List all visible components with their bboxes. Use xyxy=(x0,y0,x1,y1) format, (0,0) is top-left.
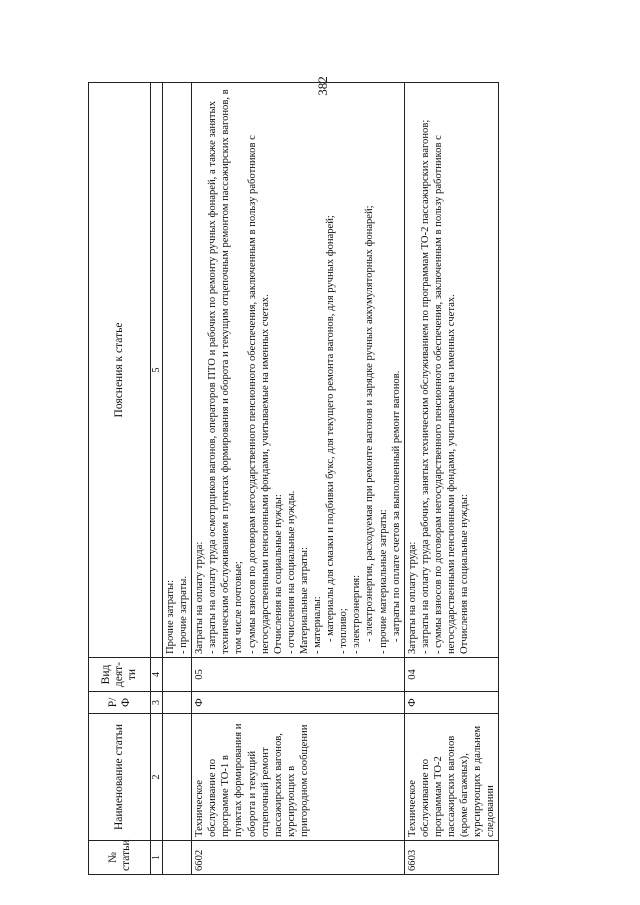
explanation-line: - затраты на оплату труда осмотрщиков вагонов, операторов ПТО и рабочих по ремонту ручных фонарей, а также занятых техническим обслуживанием в пунктах формирования и оборота и текущим отцепочным ремонтом пассажирских вагонов, в том числе почтовые; xyxy=(207,89,245,654)
cost-items-table xyxy=(88,82,499,875)
table-row xyxy=(163,83,192,875)
header-item-number: № статьи xyxy=(89,841,151,875)
item-activity: 05 xyxy=(192,658,405,692)
header-item-name: Наименование статьи xyxy=(89,714,151,841)
explanation-line: Прочие затраты: xyxy=(165,579,176,654)
explanation-line: - прочие затраты. xyxy=(178,575,190,654)
header-explanation: Пояснения к статье xyxy=(89,83,151,658)
table-rotation xyxy=(88,82,624,875)
explanation-line: - материалы: xyxy=(312,596,324,654)
item-name: Техническое обслуживание по программе ТО-1 в пунктах формирования и оборота и текущий отцепочный ремонт пассажирских вагонов, курсирующих в пригородном сообщении xyxy=(192,714,405,841)
item-rf: Ф xyxy=(404,692,499,714)
column-number: 3 xyxy=(151,692,163,714)
item-rf: Ф xyxy=(192,692,405,714)
explanation-line: - топливо; xyxy=(338,608,350,654)
column-number-row xyxy=(151,83,163,875)
explanation-line: - отчисления на социальные нужды. xyxy=(285,490,297,654)
explanation-line: Отчисления на социальные нужды: xyxy=(272,494,284,654)
table-row xyxy=(404,83,499,875)
item-number: 6603 xyxy=(404,841,499,875)
explanation-line: - прочие материальные затраты: xyxy=(377,509,389,654)
explanation-line: - затраты на оплату труда рабочих, занятых техническим обслуживанием по программам ТО-2 пассажирских вагонов; xyxy=(419,119,431,654)
item-activity: 04 xyxy=(404,658,499,692)
explanation-line: - материалы для смазки и подбивки букс, для текущего ремонта вагонов, для ручных фонарей; xyxy=(325,215,337,642)
explanation-line: Материальные затраты: xyxy=(298,547,310,654)
explanation-line: - электроэнергия, расходуемая при ремонте вагонов и зарядке ручных аккумуляторных фонарей; xyxy=(364,205,376,642)
explanation-line: - суммы взносов по договорам негосударственного пенсионного обеспечения, заключенным в пользу работников с негосударственными пенсионными фондами, учитываемые на именных счетах. xyxy=(246,135,271,654)
column-number: 4 xyxy=(151,658,163,692)
column-number: 2 xyxy=(151,714,163,841)
item-name: Техническое обслуживание по программам ТО-2 пассажирских вагонов (кроме багажных), курсирующих в дальнем следовании xyxy=(404,714,499,841)
header-rf: Р/ Ф xyxy=(89,692,151,714)
explanation-cell xyxy=(192,83,405,658)
explanation-line: - электроэнергия: xyxy=(351,574,363,654)
explanation-line: Отчисления на социальные нужды: xyxy=(459,494,471,654)
table-row xyxy=(192,83,405,875)
column-number: 1 xyxy=(151,841,163,875)
explanation-line: - затраты по оплате счетов за выполненный ремонт вагонов. xyxy=(390,370,402,642)
explanation-line: - суммы взносов по договорам негосударственного пенсионного обеспечения, заключенным в пользу работников с негосударственными пенсионными фондами, учитываемые на именных счетах. xyxy=(432,135,457,654)
explanation-line: Затраты на оплату труда: xyxy=(194,541,206,654)
header-activity: Вид деят-ти xyxy=(89,658,151,692)
explanation-cell xyxy=(404,83,499,658)
page-number: 382 xyxy=(315,76,330,96)
item-number: 6602 xyxy=(192,841,405,875)
header-row xyxy=(89,83,151,875)
explanation-line: Затраты на оплату труда: xyxy=(406,541,418,654)
explanation-cell xyxy=(163,83,192,658)
column-number: 5 xyxy=(151,83,163,658)
rotated-sheet xyxy=(88,82,624,875)
